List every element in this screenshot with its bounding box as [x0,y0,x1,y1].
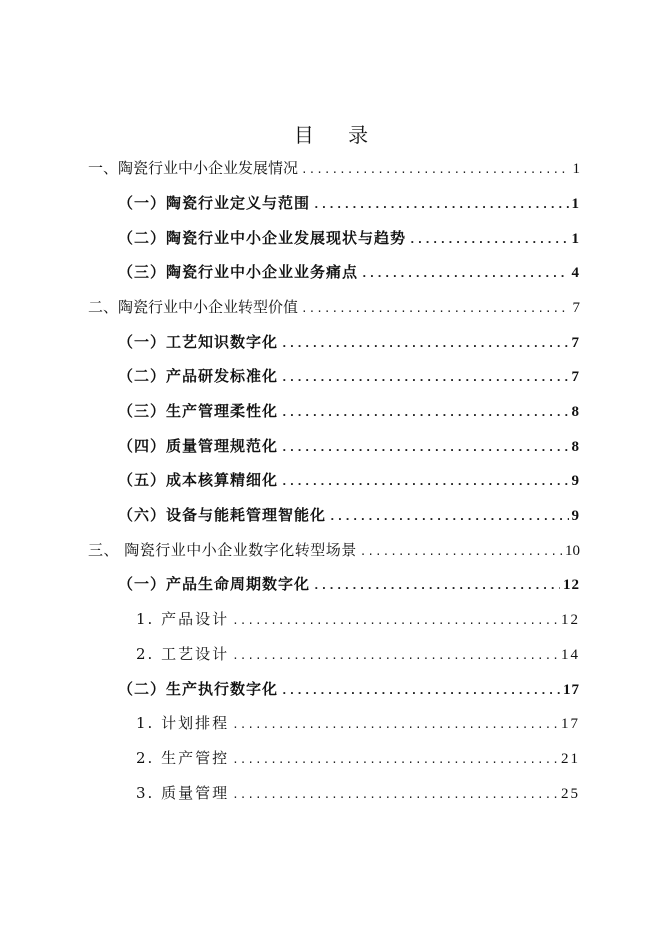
dot-leader [232,609,558,633]
toc-page-number: 8 [571,439,580,455]
dot-leader [301,297,569,321]
toc-page-number: 7 [571,335,580,351]
toc-entry-section-3-1-1[interactable] [136,607,580,631]
dot-leader [232,713,558,737]
toc-entry-section-2[interactable] [88,295,580,319]
toc-entry-label: （二）产品研发标准化 [118,367,279,385]
toc-entry-label: 三、 陶瓷行业中小企业数字化转型场景 [88,541,357,559]
toc-entry-label: （六）设备与能耗管理智能化 [118,506,327,524]
dot-leader [409,228,568,252]
toc-page-number: 7 [571,369,580,385]
toc-entry-label: 3. 质量管理 [136,784,230,802]
dot-leader [281,470,568,494]
toc-entry-label: 二、陶瓷行业中小企业转型价值 [88,298,299,316]
toc-page-number: 17 [563,682,580,698]
dot-leader [281,679,560,703]
toc-page-number: 4 [571,265,580,281]
toc-entry-section-1-3[interactable] [118,260,580,284]
toc-entry-section-2-1[interactable] [118,330,580,354]
toc-entry-section-3-2-3[interactable] [136,781,580,805]
toc-page-number: 14 [561,647,580,663]
toc-entry-label: （二）陶瓷行业中小企业发展现状与趋势 [118,229,407,247]
dot-leader [281,332,568,356]
toc-entry-label: 2. 工艺设计 [136,645,230,663]
toc-entry-section-3[interactable] [88,538,580,562]
toc-entry-label: （三）生产管理柔性化 [118,402,279,420]
dot-leader [301,158,569,182]
toc-entry-label: （二）生产执行数字化 [118,680,279,698]
toc-entry-label: 2. 生产管控 [136,749,230,767]
toc-page-number: 1 [572,161,580,177]
toc-entry-label: 1. 计划排程 [136,714,230,732]
toc-entry-section-1[interactable] [88,156,580,180]
dot-leader [232,783,558,807]
toc-entry-section-2-5[interactable] [118,468,580,492]
toc-page-number: 9 [571,508,580,524]
toc-entry-label: （五）成本核算精细化 [118,471,279,489]
toc-page-number: 1 [571,196,580,212]
toc-entry-section-1-2[interactable] [118,226,580,250]
toc-page-number: 17 [561,716,580,732]
dot-leader [313,574,560,598]
toc-page-number: 8 [571,404,580,420]
dot-leader [360,540,562,564]
dot-leader [313,193,568,217]
toc-entry-label: （三）陶瓷行业中小企业业务痛点 [118,263,359,281]
toc-entry-label: 一、陶瓷行业中小企业发展情况 [88,159,299,177]
toc-entry-label: （一）产品生命周期数字化 [118,575,311,593]
toc-entry-section-2-4[interactable] [118,434,580,458]
toc-entry-section-3-2[interactable] [118,677,580,701]
dot-leader [232,748,558,772]
toc-entry-section-2-2[interactable] [118,364,580,388]
dot-leader [232,644,558,668]
toc-page-number: 9 [571,473,580,489]
dot-leader [281,366,568,390]
dot-leader [361,262,568,286]
dot-leader [281,401,568,425]
toc-entry-section-3-2-2[interactable] [136,746,580,770]
toc-page-number: 21 [561,751,580,767]
toc-entry-label: 1. 产品设计 [136,610,230,628]
toc-page-number: 25 [561,786,580,802]
toc-entry-label: （一）陶瓷行业定义与范围 [118,194,311,212]
toc-entry-section-2-3[interactable] [118,399,580,423]
toc-entry-section-3-1[interactable] [118,572,580,596]
toc-page-number: 12 [561,612,580,628]
toc-entry-section-3-2-1[interactable] [136,711,580,735]
toc-title: 目 录 [293,123,383,147]
toc-entry-label: （一）工艺知识数字化 [118,333,279,351]
toc-entry-section-2-6[interactable] [118,503,580,527]
toc-page-number: 10 [565,543,580,559]
toc-page-number: 1 [571,231,580,247]
toc-entry-label: （四）质量管理规范化 [118,437,279,455]
toc-entry-section-3-1-2[interactable] [136,642,580,666]
toc-entry-section-1-1[interactable] [118,191,580,215]
dot-leader [281,436,568,460]
dot-leader [329,505,568,529]
toc-page-number: 12 [563,577,580,593]
toc-page-number: 7 [572,300,580,316]
